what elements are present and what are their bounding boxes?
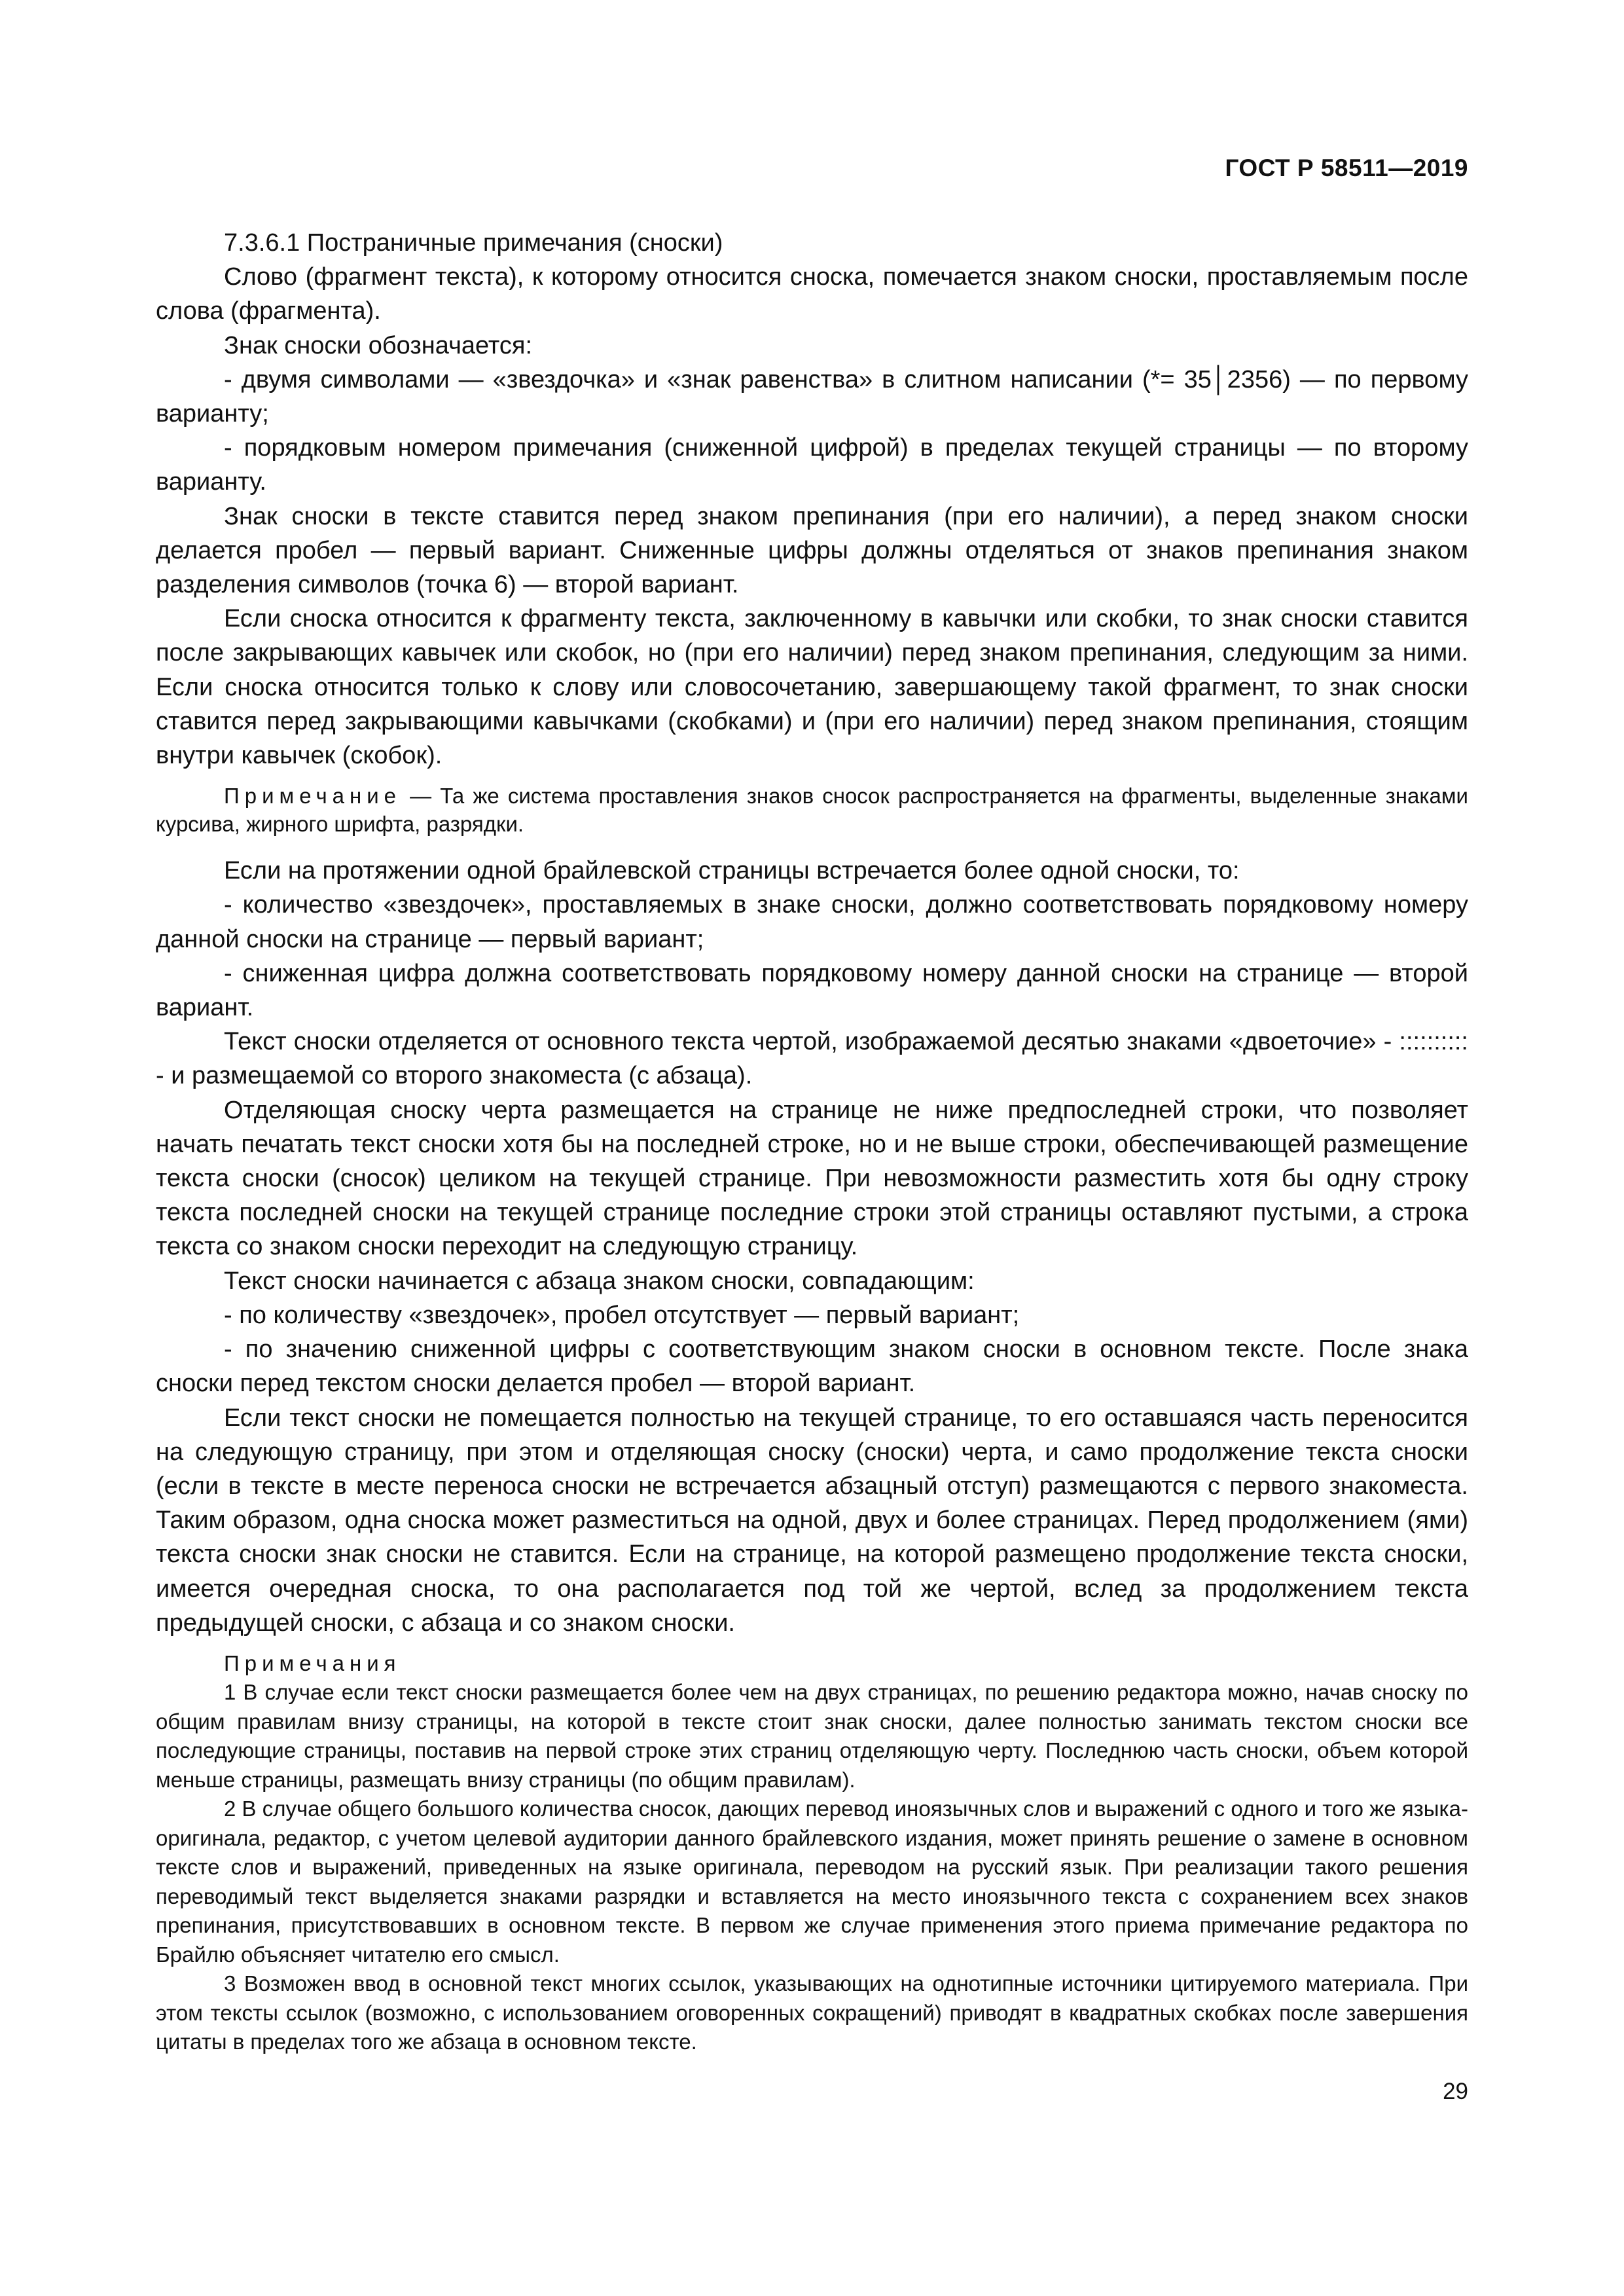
paragraph: - количество «звездочек», проставляемых в знаке сноски, должно соответствовать порядковому номеру данной сноски на странице — первый вариант;: [156, 891, 1468, 953]
note-label: Примечание: [224, 784, 402, 809]
paragraph: Текст сноски отделяется от основного текста чертой, изображаемой десятью знаками «двоеточие» - :::::::::: - и размещаемой со второго знакоместа (с абзаца).: [156, 1028, 1468, 1090]
paragraph: - сниженная цифра должна соответствовать порядковому номеру данной сноски на странице — второй вариант.: [156, 959, 1468, 1022]
paragraph: Если сноска относится к фрагменту текста, заключенному в кавычки или скобки, то знак сноски ставится после закрывающих кавычек или скобок, но (при его наличии) перед знаком препинания, следующим за ними. Если сноска относится только к слову или словосочетанию, завершающему такой фрагмент, то знак сноски ставится перед закрывающими кавычками (скобками) и (при его наличии) перед знаком препинания, стоящим внутри кавычек (скобок).: [156, 605, 1468, 770]
paragraph: - двумя символами — «звездочка» и «знак равенства» в слитном написании (*= 35│2356) — по первому варианту;: [156, 365, 1468, 428]
standard-code-header: ГОСТ Р 58511—2019: [1225, 155, 1468, 181]
note-item: 2 В случае общего большого количества сносок, дающих перевод иноязычных слов и выражений с одного и того же языка-оригинала, редактор, с учетом целевой аудитории данного брайлевского издания, может принять решение о замене в основном тексте слов и выражений, приведенных на языке оригинала, переводом на русский язык. При реализации такого решения переводимый текст выделяется знаками разрядки и вставляется на место иноязычного текста с сохранением всех знаков препинания, присутствовавших в основном тексте. В первом же случае применения этого приема примечание редактора по Брайлю объясняет читателю его смысл.: [156, 1796, 1468, 1967]
paragraph: Текст сноски начинается с абзаца знаком сноски, совпадающим:: [224, 1267, 975, 1295]
note-item: 1 В случае если текст сноски размещается более чем на двух страницах, по решению редактора можно, начав сноску по общим правилам внизу страницы, на которой в тексте стоит знак сноски, далее полностью занимать текстом сноски все последующие страницы, поставив на первой строке этих страниц отделяющую черту. Последнюю часть сноски, объем которой меньше страницы, размещать внизу страницы (по общим правилам).: [156, 1680, 1468, 1792]
paragraph: Отделяющая сноску черта размещается на странице не ниже предпоследней строки, что позволяет начать печатать текст сноски хотя бы на последней строке, но и не выше строки, обеспечивающей размещение текста сноски (сносок) целиком на текущей странице. При невозможности разместить хотя бы одну строку текста последней сноски на текущей странице последние строки этой страницы оставляют пустыми, а строка текста со знаком сноски переходит на следующую страницу.: [156, 1096, 1468, 1261]
paragraph: Если текст сноски не помещается полностью на текущей странице, то его оставшаяся часть переносится на следующую страницу, при этом и отделяющая сноску (сноски) черта, и само продолжение текста сноски (если в тексте в месте переноса сноски не встречается абзацный отступ) размещаются с первого знакоместа. Таким образом, одна сноска может разместиться на одной, двух и более страницах. Перед продолжением (ями) текста сноски знак сноски не ставится. Если на странице, на которой размещено продолжение текста сноски, имеется очередная сноска, то она располагается под той же чертой, вслед за продолжением текста предыдущей сноски, с абзаца и со знаком сноски.: [156, 1404, 1468, 1637]
page-number: 29: [1443, 2079, 1468, 2104]
paragraph: - порядковым номером примечания (сниженной цифрой) в пределах текущей страницы — по второму варианту.: [156, 434, 1468, 496]
notes-title: Примечания: [224, 1650, 401, 1675]
note: [156, 782, 1468, 838]
note-item: 3 Возможен ввод в основной текст многих ссылок, указывающих на однотипные источники цитируемого материала. При этом тексты ссылок (возможно, с использованием оговоренных сокращений) приводят в квадратных скобках после завершения цитаты в пределах того же абзаца в основном тексте.: [156, 1971, 1468, 2054]
notes-block: [156, 1649, 1468, 2057]
paragraph: Знак сноски в тексте ставится перед знаком препинания (при его наличии), а перед знаком сноски делается пробел — первый вариант. Сниженные цифры должны отделяться от знаков препинания знаком разделения символов (точка 6) — второй вариант.: [156, 502, 1468, 599]
paragraph: - по количеству «звездочек», пробел отсутствует — первый вариант;: [224, 1301, 1020, 1329]
section-heading: 7.3.6.1 Постраничные примечания (сноски): [224, 229, 723, 257]
paragraph: Если на протяжении одной брайлевской страницы встречается более одной сноски, то:: [224, 857, 1240, 885]
paragraph: Слово (фрагмент текста), к которому относится сноска, помечается знаком сноски, проставляемым после слова (фрагмента).: [156, 263, 1468, 325]
main-text: [156, 226, 1468, 2057]
note-text: — Та же система проставления знаков сносок распространяется на фрагменты, выделенные знаками курсива, жирного шрифта, разрядки.: [156, 784, 1468, 837]
paragraph: - по значению сниженной цифры с соответствующим знаком сноски в основном тексте. После знака сноски перед текстом сноски делается пробел — второй вариант.: [156, 1336, 1468, 1398]
paragraph: Знак сноски обозначается:: [224, 331, 533, 359]
